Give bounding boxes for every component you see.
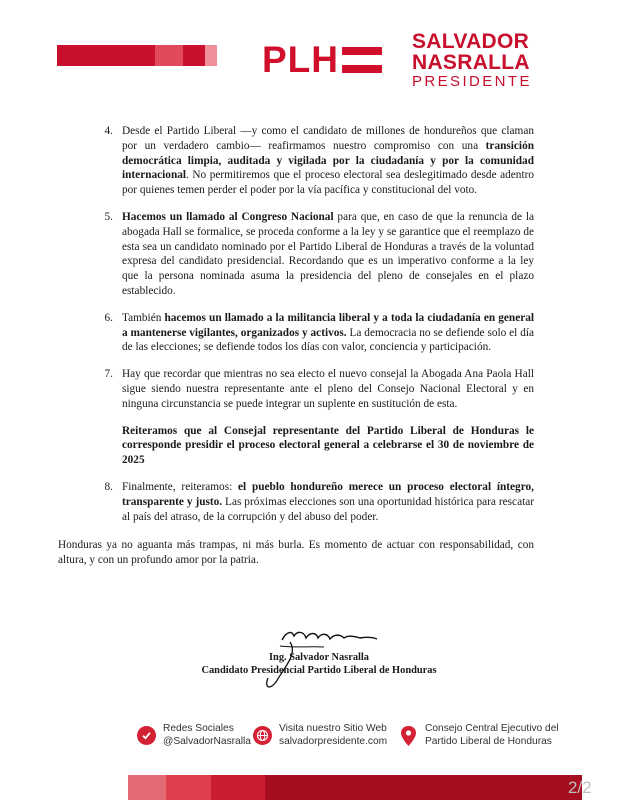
item-text: Hacemos un llamado al Congreso Nacional para que, en caso de que la renuncia de la abogada Hall se formalice, se proceda conforme a la ley y se garantice que el reemplazo de esta sea un candidato nominado por el Partido Liberal de Honduras a través de la voluntad expresa del candidato presidencial. Recordando que es un imperativo conforme a la ley que la persona nominada asuma la presidencia del pleno de consejales en el plazo establecido. bbox=[122, 210, 535, 297]
bold-statement: Reiteramos que al Consejal representante del Partido Liberal de Honduras le corresponde presidir el proceso electoral general a celebrarse el 30 de noviembre de 2025 bbox=[122, 424, 534, 467]
footer-council-line1: Consejo Central Ejecutivo del bbox=[425, 723, 559, 734]
footer bbox=[0, 723, 620, 759]
footer-council-line2: Partido Liberal de Honduras bbox=[425, 735, 552, 747]
signature-name: Ing. Salvador Nasralla bbox=[269, 652, 369, 663]
document-body bbox=[58, 124, 534, 568]
header-stripe bbox=[155, 45, 183, 66]
footer-web-label: Visita nuestro Sitio Web bbox=[279, 723, 387, 734]
item-text: Finalmente, reiteramos: el pueblo hondureño merece un proceso electoral íntegro, transparente y justo. Las próximas elecciones son una oportunidad histórica para rescatar al país del atraso, de la corrupción y del abuso del poder. bbox=[122, 480, 534, 523]
plh-logo bbox=[262, 40, 382, 80]
footer-web-url[interactable]: salvadorpresidente.com bbox=[279, 735, 388, 747]
candidate-logo bbox=[412, 30, 532, 90]
item-text: Hay que recordar que mientras no sea electo el nuevo consejal la Abogada Ana Paola Hall sigue siendo nuestra representante ante el pleno del Consejo Nacional Electoral y en ninguna circunstancia se puede integrar un suplente en sustitución de esta. bbox=[122, 368, 534, 410]
footer-stripe bbox=[211, 775, 265, 800]
list-item bbox=[58, 124, 534, 198]
header-stripe bbox=[183, 45, 205, 66]
item-number: 8. bbox=[104, 480, 113, 493]
plh-flag-icon bbox=[342, 44, 382, 76]
signature-title: Candidato Presidencial Partido Liberal de Honduras bbox=[201, 665, 437, 676]
candidate-logo-line3: PRESIDENTE bbox=[412, 73, 532, 90]
item-number: 7. bbox=[104, 368, 113, 381]
plh-logo-text: PLH bbox=[262, 39, 339, 80]
footer-stripe bbox=[128, 775, 166, 800]
globe-icon bbox=[253, 726, 272, 745]
candidate-logo-line1: SALVADOR bbox=[412, 30, 530, 53]
item-number: 6. bbox=[104, 311, 113, 324]
candidate-logo-line2: NASRALLA bbox=[412, 51, 530, 74]
item-text: Desde el Partido Liberal —y como el candidato de millones de hondureños que claman por un verdadero cambio— reafirmamos nuestro compromiso con una transición democrática limpia, auditada y vigilada por la ciudadanía y por la comunidad internacional. No permitiremos que el proceso electoral sea deslegitimado desde adentro por quienes temen perder el poder por la vía pacífica y constitucional del voto. bbox=[122, 125, 534, 197]
list-item bbox=[58, 367, 534, 411]
footer-stripe bbox=[166, 775, 211, 800]
footer-social bbox=[137, 723, 251, 748]
header-stripe bbox=[205, 45, 217, 66]
closing-paragraph: Honduras ya no aguanta más trampas, ni más burla. Es momento de actuar con responsabilidad, con altura, y con un profundo amor por la patria. bbox=[58, 539, 534, 567]
list-item bbox=[58, 311, 534, 355]
item-number: 4. bbox=[104, 125, 113, 137]
page-number: 2/2 bbox=[568, 778, 592, 797]
footer-social-handle[interactable]: @SalvadorNasralla bbox=[163, 735, 251, 747]
location-pin-icon bbox=[399, 725, 418, 747]
footer-council bbox=[399, 723, 559, 748]
list-item bbox=[58, 480, 534, 524]
check-icon bbox=[137, 726, 156, 745]
footer-website bbox=[253, 723, 387, 748]
item-number: 5. bbox=[104, 210, 113, 223]
header-stripe bbox=[57, 45, 155, 66]
footer-social-label: Redes Sociales bbox=[163, 723, 234, 734]
footer-stripe bbox=[265, 775, 582, 800]
item-text: También hacemos un llamado a la militancia liberal y a toda la ciudadanía en general a mantenerse vigilantes, organizados y activos. La democracia no se defiende solo el día de las elecciones; se defiende todos los días con valor, conciencia y participación. bbox=[122, 311, 535, 354]
list-item bbox=[58, 210, 534, 299]
